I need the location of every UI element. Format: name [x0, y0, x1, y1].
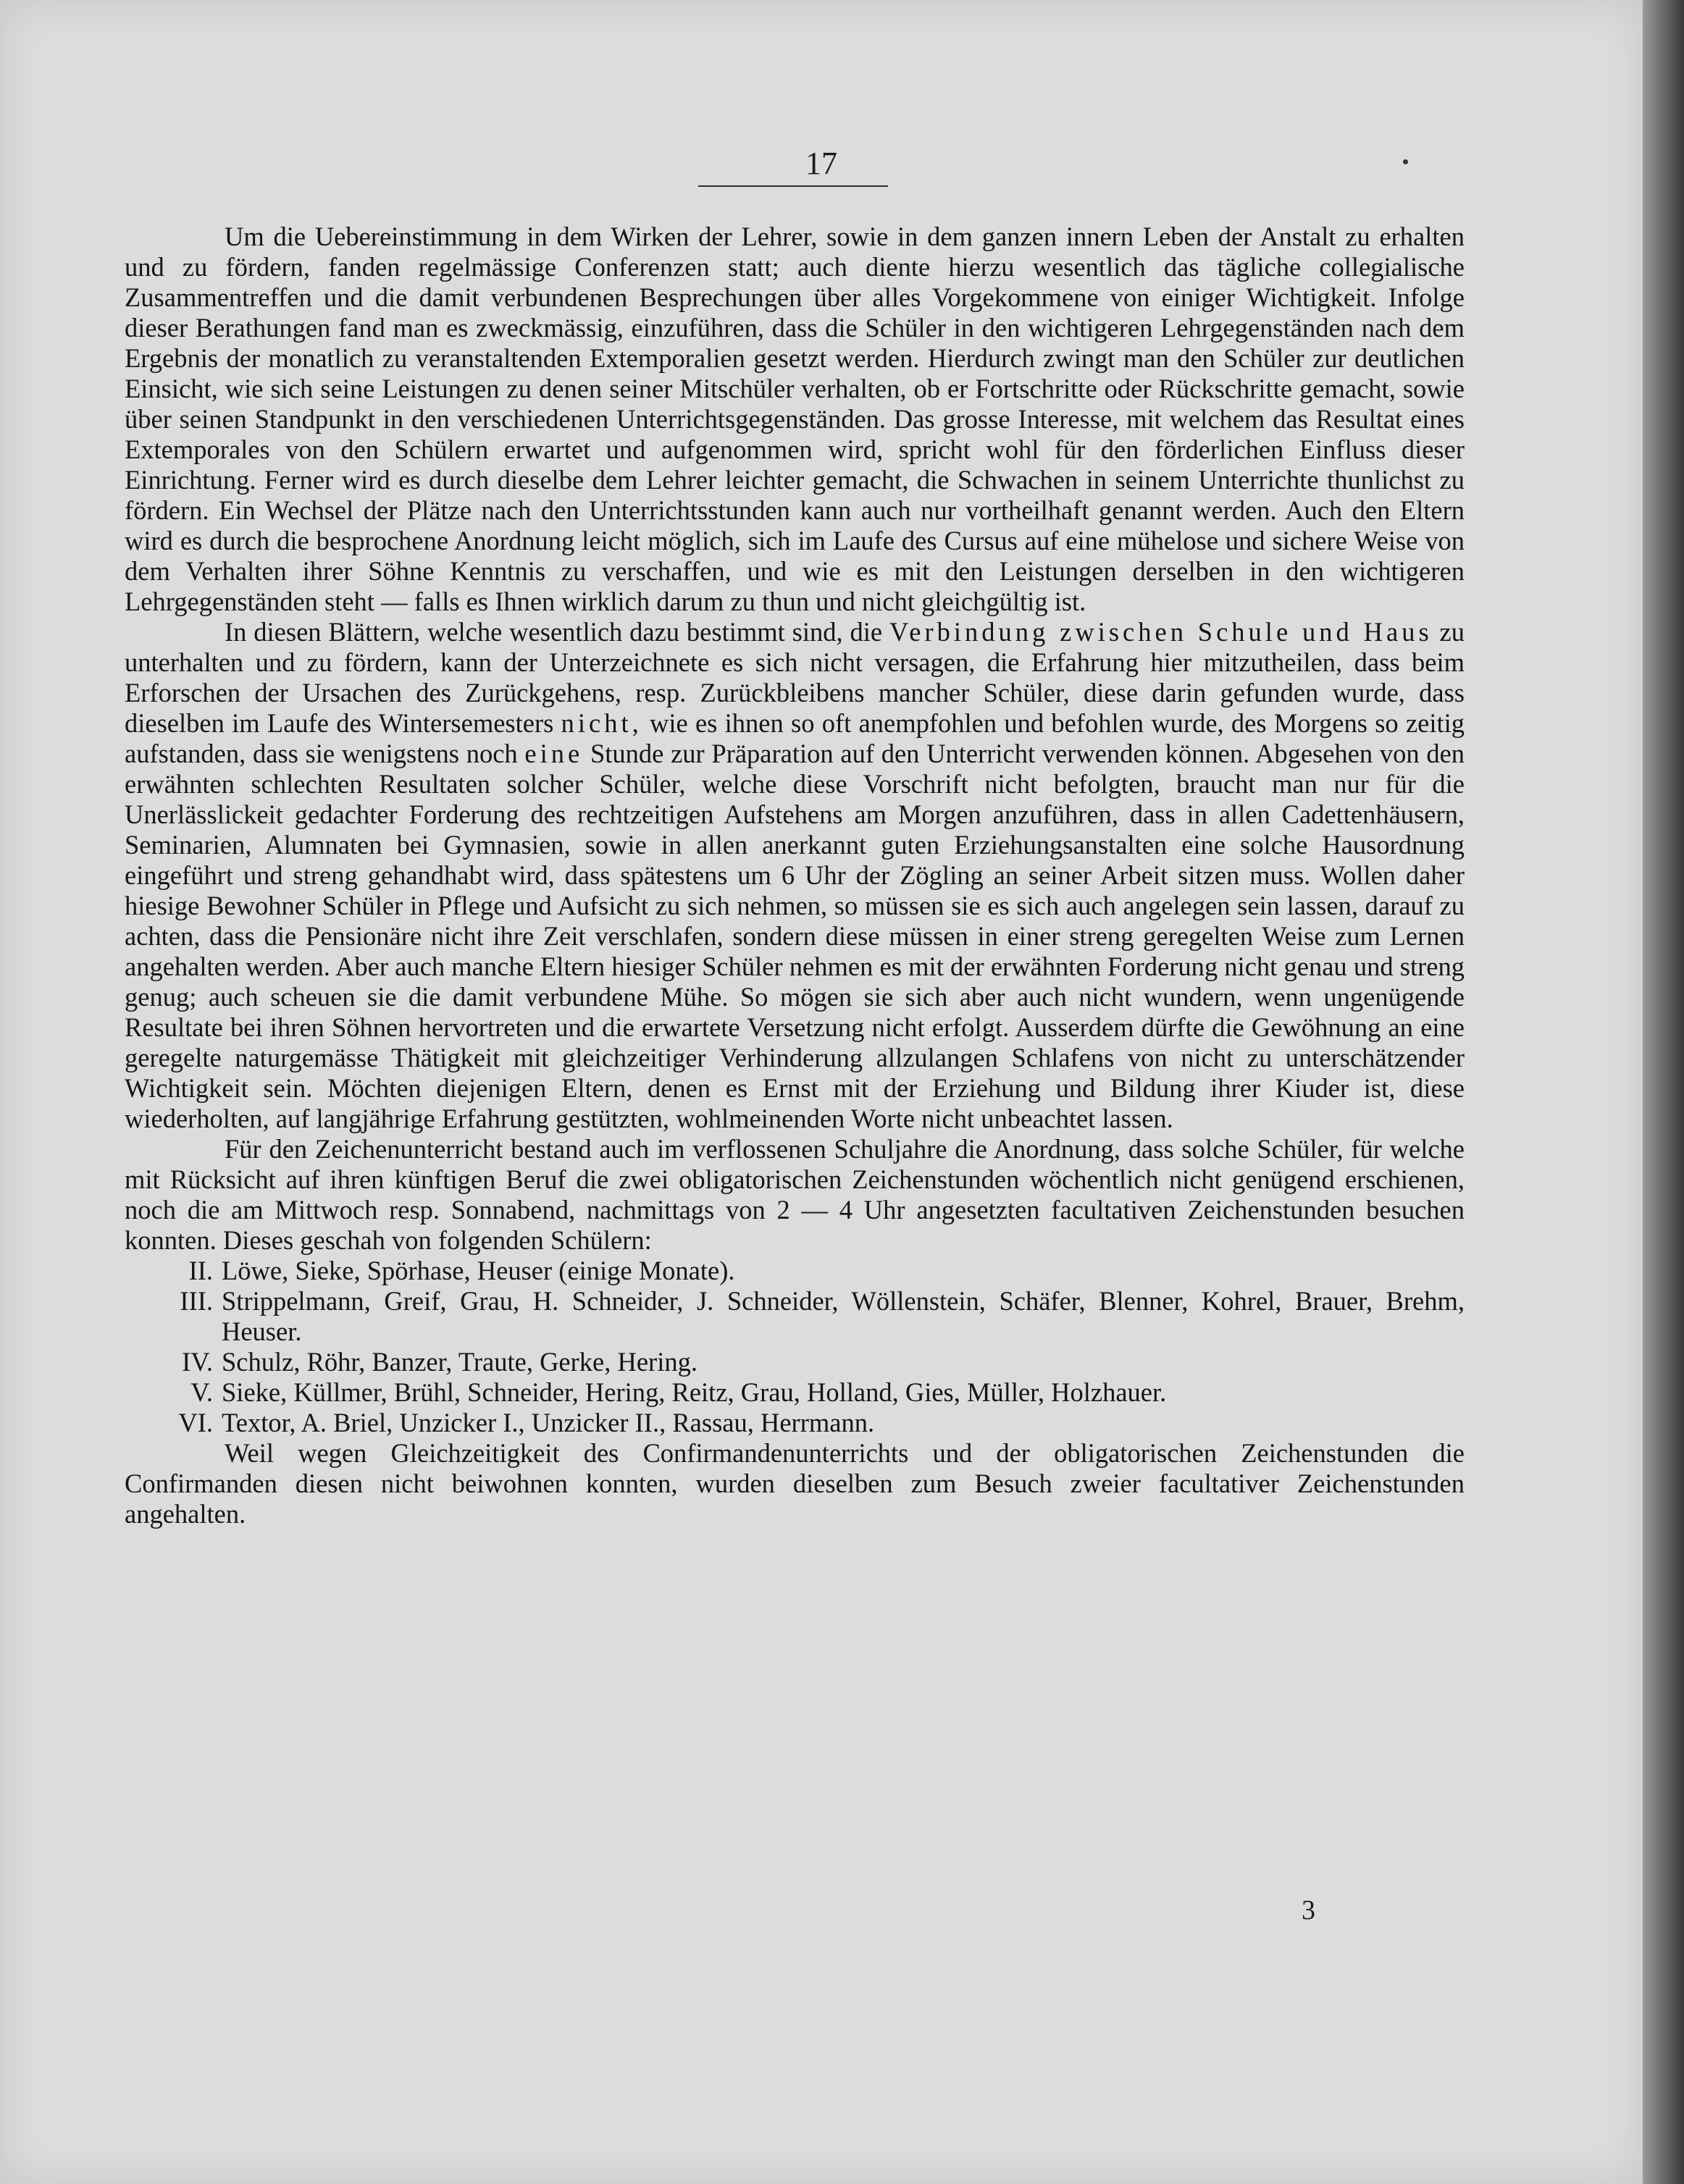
sheet-signature-number: 3	[1302, 1895, 1315, 1925]
class-list-item	[125, 1256, 1465, 1286]
paragraph-conferences: Um die Uebereinstimmung in dem Wirken der Lehrer, sowie in dem ganzen innern Leben der Anstalt zu erhalten und zu fördern, fanden regelmässige Conferenzen statt; auch diente hierzu wesentlich das tägliche collegialische Zusammentreffen und die damit verbundenen Besprechungen über alles Vorgekommene von einiger Wichtigkeit. Infolge dieser Berathungen fand man es zweckmässig, einzuführen, dass die Schüler in den wichtigeren Lehrgegenständen nach dem Ergebnis der monatlich zu veranstaltenden Extemporalien gesetzt werden. Hierdurch zwingt man den Schüler zur deutlichen Einsicht, wie sich seine Leistungen zu denen seiner Mitschüler verhalten, ob er Fortschritte oder Rückschritte gemacht, sowie über seinen Standpunkt in den verschiedenen Unterrichtsgegenständen. Das grosse Interesse, mit welchem das Resultat eines Extemporales von den Schülern erwartet und aufgenommen wird, spricht wohl für den förderlichen Einfluss dieser Einrichtung. Ferner wird es durch dieselbe dem Lehrer leichter gemacht, die Schwachen in seinem Unterrichte thunlichst zu fördern. Ein Wechsel der Plätze nach den Unterrichtsstunden kann auch nur vortheilhaft genannt werden. Auch den Eltern wird es durch die besprochene Anordnung leicht möglich, sich im Laufe des Cursus auf eine mühelose und sichere Weise von dem Verhalten ihrer Söhne Kenntnis zu verschaffen, und wie es mit den Leistungen derselben in den wichtigeren Lehrgegenständen steht — falls es Ihnen wirklich darum zu thun und nicht gleichgültig ist.	[125, 222, 1465, 616]
paragraph-2-emphasis-c: eine	[524, 739, 584, 768]
class-students: Schulz, Röhr, Banzer, Traute, Gerke, Hering.	[222, 1347, 698, 1377]
class-label: III.	[180, 1286, 213, 1316]
class-label: IV.	[182, 1347, 213, 1377]
page-number: 17	[805, 146, 837, 181]
class-list	[125, 1256, 1465, 1438]
class-list-item	[125, 1408, 1465, 1438]
paragraph-drawing-lessons: Für den Zeichenunterricht bestand auch im verflossenen Schuljahre die Anordnung, dass solche Schüler, für welche mit Rücksicht auf ihren künftigen Beruf die zwei obligatorischen Zeichenstunden wöchentlich nicht genügend erschienen, noch die am Mittwoch resp. Sonnabend, nachmittags von 2 — 4 Uhr angesetzten facultativen Zeichenstunden besuchen konnten. Dieses geschah von folgenden Schülern:	[125, 1134, 1465, 1255]
paragraph-2-part-c: wie es ihnen so oft anempfohlen und befohlen wurde, des Morgens so zeitig aufstanden, dass sie wenigstens noch	[125, 708, 1465, 768]
paragraph-2-emphasis-b: nicht,	[561, 708, 642, 738]
book-edge-shadow	[1643, 0, 1684, 2184]
class-label: V.	[190, 1377, 213, 1407]
body-text	[125, 222, 1465, 1529]
class-list-item	[125, 1286, 1465, 1347]
page-number-rule	[698, 185, 888, 187]
class-label: VI.	[178, 1408, 213, 1437]
paragraph-2-emphasis-a: Verbindung zwischen Schule und Haus	[889, 617, 1433, 647]
class-list-item	[125, 1377, 1465, 1408]
paragraph-2-part-d: Stunde zur Präparation auf den Unterricht verwenden können. Abgesehen von den erwähnten schlechten Resultaten solcher Schüler, welche diese Vorschrift nicht befolgten, braucht man nur für die Unerlässlickeit gedachter Forderung des rechtzeitigen Aufstehens am Morgen anzuführen, dass in allen Cadettenhäusern, Seminarien, Alumnaten bei Gymnasien, sowie in allen anerkannt guten Erziehungsanstalten eine solche Hausordnung eingeführt und streng gehandhabt wird, dass spätestens um 6 Uhr der Zögling an seiner Arbeit sitzen muss. Wollen daher hiesige Bewohner Schüler in Pflege und Aufsicht zu sich nehmen, so müssen sie es sich auch angelegen sein lassen, darauf zu achten, dass die Pensionäre nicht ihre Zeit verschlafen, sondern diese müssen in einer streng geregelten Weise zum Lernen angehalten werden. Aber auch manche Eltern hiesiger Schüler nehmen es mit der erwähnten Forderung nicht genau und streng genug; auch scheuen sie die damit verbundene Mühe. So mögen sie sich aber auch nicht wundern, wenn ungenügende Resultate bei ihren Söhnen hervortreten und die erwartete Versetzung nicht erfolgt. Ausserdem dürfte die Gewöhnung an eine geregelte naturgemässe Thätigkeit mit gleichzeitiger Verhinderung allzulangen Schlafens von nicht zu unterschätzender Wichtigkeit sein. Möchten diejenigen Eltern, denen es Ernst mit der Erziehung und Bildung ihrer Kiuder ist, diese wiederholten, auf langjährige Erfahrung gestützten, wohlmeinenden Worte nicht unbeachtet lassen.	[125, 739, 1465, 1133]
paragraph-school-and-home	[125, 617, 1465, 1134]
paragraph-2-part-a: In diesen Blättern, welche wesentlich dazu bestimmt sind, die	[225, 617, 883, 647]
class-students: Sieke, Küllmer, Brühl, Schneider, Hering, Reitz, Grau, Holland, Gies, Müller, Holzhauer.	[222, 1377, 1167, 1407]
class-students: Löwe, Sieke, Spörhase, Heuser (einige Monate).	[222, 1256, 735, 1285]
class-students: Strippelmann, Greif, Grau, H. Schneider, J. Schneider, Wöllenstein, Schäfer, Blenner, Kohrel, Brauer, Brehm, Heuser.	[222, 1286, 1465, 1346]
paragraph-2-part-b: zu unterhalten und zu fördern, kann der Unterzeichnete es sich nicht versagen, die Erfahrung hier mitzutheilen, dass beim Erforschen der Ursachen des Zurückgehens, resp. Zurückbleibens mancher Schüler, diese darin gefunden wurde, dass dieselben im Laufe des Wintersemesters	[125, 617, 1465, 738]
ink-dot	[1403, 159, 1408, 164]
class-list-item	[125, 1347, 1465, 1377]
paragraph-confirmands: Weil wegen Gleichzeitigkeit des Confirmandenunterrichts und der obligatorischen Zeichenstunden die Confirmanden diesen nicht beiwohnen konnten, wurden dieselben zum Besuch zweier facultativer Zeichenstunden angehalten.	[125, 1438, 1465, 1529]
class-label: II.	[188, 1256, 213, 1285]
class-students: Textor, A. Briel, Unzicker I., Unzicker II., Rassau, Herrmann.	[222, 1408, 875, 1437]
